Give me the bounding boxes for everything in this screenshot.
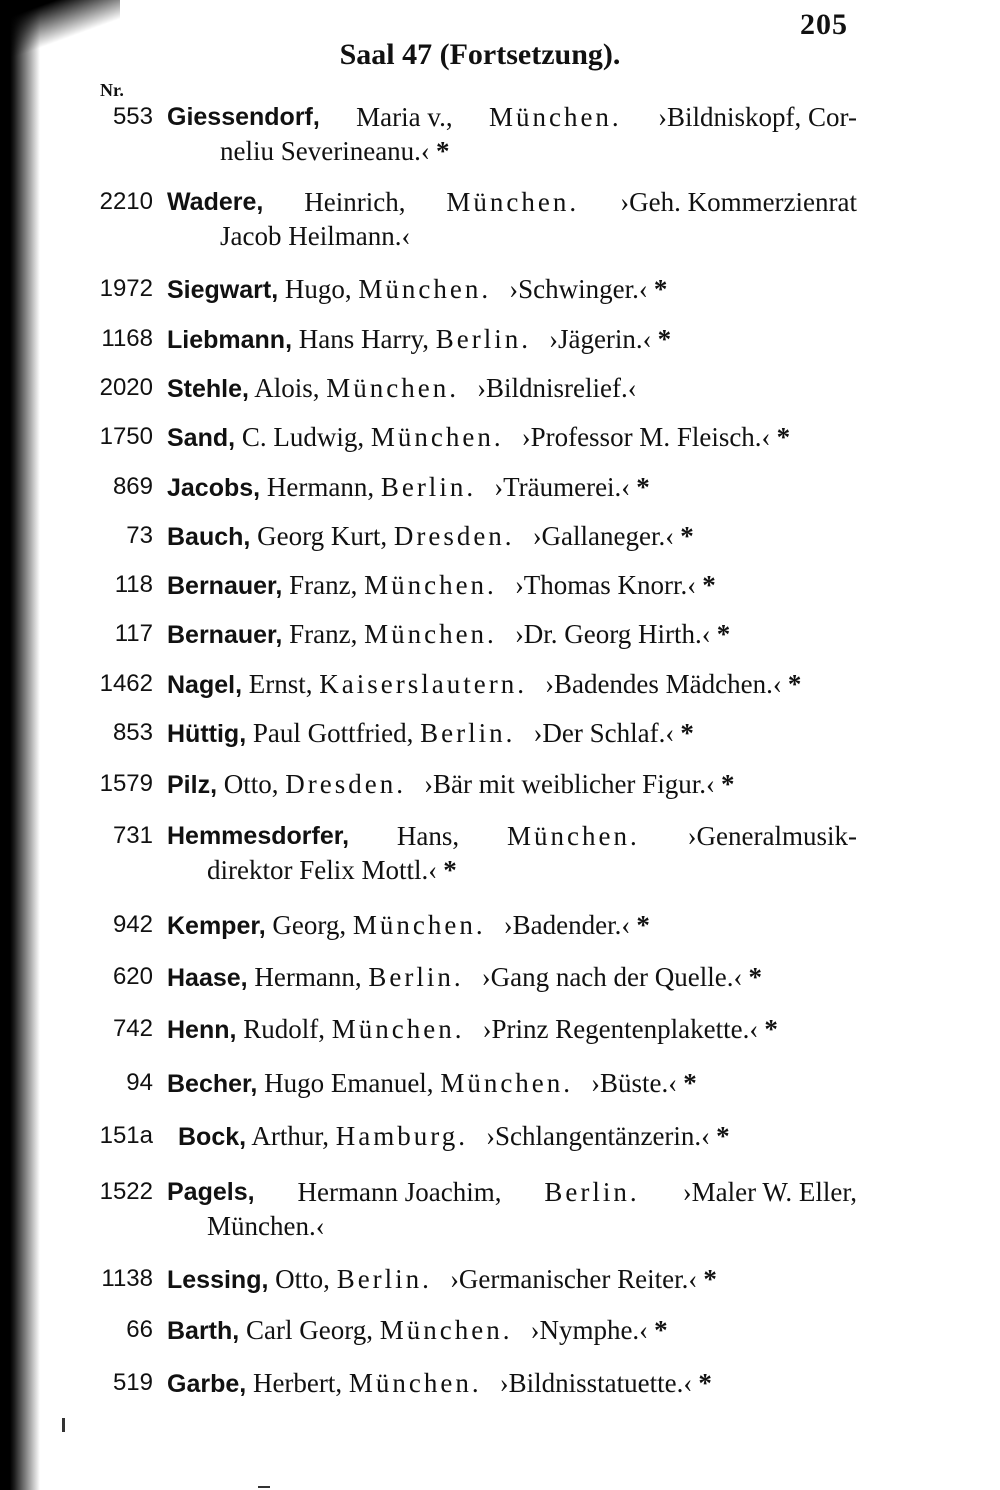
artist-city: München. bbox=[326, 373, 459, 403]
entry-number: 73 bbox=[126, 522, 153, 549]
artist-given-name: Arthur, bbox=[251, 1121, 330, 1151]
artwork-title: ›Germanischer Reiter.‹ bbox=[449, 1264, 698, 1294]
entry-number: 1138 bbox=[101, 1265, 153, 1292]
entry-continuation bbox=[220, 219, 416, 253]
artwork-title: ›Bildnisstatuette.‹ bbox=[499, 1368, 693, 1398]
artist-surname: Garbe, bbox=[167, 1370, 247, 1398]
artist-given-name: Heinrich, bbox=[304, 187, 406, 217]
artwork-title: ›Prinz Regentenplakette.‹ bbox=[482, 1014, 759, 1044]
asterisk-mark: * bbox=[683, 1068, 697, 1098]
asterisk-mark: * bbox=[764, 1014, 778, 1044]
artist-given-name: Hermann, bbox=[254, 962, 362, 992]
entry-number: 869 bbox=[112, 473, 153, 500]
artist-surname: Bauch, bbox=[167, 523, 251, 551]
entry-line bbox=[167, 1313, 862, 1348]
artist-given-name: Hugo Emanuel, bbox=[264, 1068, 434, 1098]
entry-continuation bbox=[207, 1209, 331, 1243]
artist-city: München. bbox=[446, 187, 580, 217]
artist-city: München. bbox=[331, 1014, 465, 1044]
asterisk-mark: * bbox=[716, 619, 731, 649]
artist-city: München. bbox=[440, 1068, 574, 1098]
artist-given-name: Otto, bbox=[223, 769, 279, 799]
artist-city: Hamburg. bbox=[335, 1121, 469, 1151]
entry-line bbox=[178, 1119, 873, 1154]
artist-surname: Liebmann, bbox=[167, 326, 293, 354]
asterisk-mark: * bbox=[657, 324, 672, 354]
artist-city: München. bbox=[348, 1368, 482, 1398]
entry-number: 1168 bbox=[101, 325, 153, 352]
artist-city: München. bbox=[352, 910, 486, 940]
artist-given-name: Alois, bbox=[254, 373, 320, 403]
artist-given-name: Georg, bbox=[272, 910, 347, 940]
artist-surname: Nagel, bbox=[167, 671, 243, 699]
entry-number: 853 bbox=[112, 719, 153, 746]
artist-given-name: Paul Gottfried, bbox=[252, 718, 414, 748]
artist-surname: Bock, bbox=[178, 1123, 247, 1151]
artist-city: Kaiserslautern. bbox=[319, 669, 527, 699]
artist-surname: Pagels, bbox=[167, 1178, 255, 1206]
entry-line bbox=[167, 617, 862, 652]
entry-line bbox=[167, 519, 862, 554]
artwork-title-continued: München.‹ bbox=[207, 1211, 325, 1241]
artist-surname: Pilz, bbox=[167, 771, 218, 799]
artwork-title-continued: direktor Felix Mottl.‹ bbox=[207, 855, 438, 885]
artwork-title: ›Bildnisrelief.‹ bbox=[477, 373, 637, 403]
asterisk-mark: * bbox=[703, 1264, 717, 1294]
entry-line bbox=[167, 908, 862, 943]
entry-line bbox=[167, 667, 862, 702]
artist-given-name: Maria v., bbox=[356, 102, 453, 132]
entry-line bbox=[167, 470, 862, 505]
artist-city: Dresden. bbox=[393, 521, 515, 551]
entry-number: 66 bbox=[126, 1316, 153, 1343]
entry-line bbox=[167, 185, 857, 219]
artist-surname: Becher, bbox=[167, 1070, 258, 1098]
artist-city: Berlin. bbox=[544, 1177, 640, 1207]
artist-given-name: Otto, bbox=[275, 1264, 330, 1294]
artwork-title: ›Bildniskopf, Cor- bbox=[658, 102, 857, 132]
book-binding-shadow bbox=[0, 0, 40, 1490]
artist-city: München. bbox=[364, 619, 497, 649]
entry-line bbox=[167, 1012, 862, 1047]
artist-surname: Bernauer, bbox=[167, 572, 283, 600]
artist-city: München. bbox=[506, 821, 640, 851]
artwork-title: ›Büste.‹ bbox=[591, 1068, 678, 1098]
running-head: Saal 47 (Fortsetzung). bbox=[339, 38, 621, 71]
entry-number: 519 bbox=[112, 1369, 153, 1396]
artwork-title: ›Schwinger.‹ bbox=[509, 274, 648, 304]
entry-number: 151a bbox=[99, 1122, 153, 1149]
artwork-title: ›Badender.‹ bbox=[503, 910, 631, 940]
entry-line bbox=[167, 272, 862, 307]
artist-surname: Henn, bbox=[167, 1016, 237, 1044]
entry-number: 731 bbox=[112, 822, 153, 849]
artwork-title: ›Gallaneger.‹ bbox=[532, 521, 675, 551]
entry-number: 1579 bbox=[99, 770, 153, 797]
artist-city: München. bbox=[488, 102, 622, 132]
entry-line bbox=[167, 1262, 862, 1297]
entry-line bbox=[167, 1066, 862, 1101]
artist-surname: Wadere, bbox=[167, 188, 264, 216]
artist-given-name: Franz, bbox=[289, 570, 358, 600]
asterisk-mark: * bbox=[748, 962, 762, 992]
artwork-title: ›Professor M. Fleisch.‹ bbox=[521, 422, 771, 452]
asterisk-mark: * bbox=[443, 855, 457, 885]
artwork-title: ›Dr. Georg Hirth.‹ bbox=[514, 619, 711, 649]
artist-city: München. bbox=[370, 422, 504, 452]
artist-surname: Siegwart, bbox=[167, 276, 279, 304]
artwork-title: ›Träumerei.‹ bbox=[494, 472, 631, 502]
artwork-title: ›Badendes Mädchen.‹ bbox=[544, 669, 782, 699]
asterisk-mark: * bbox=[776, 422, 791, 452]
artist-given-name: Hermann Joachim, bbox=[297, 1177, 502, 1207]
asterisk-mark: * bbox=[435, 136, 450, 166]
entry-number: 1750 bbox=[99, 423, 153, 450]
artist-given-name: Herbert, bbox=[252, 1368, 343, 1398]
artist-surname: Bernauer, bbox=[167, 621, 283, 649]
entry-line bbox=[167, 960, 862, 995]
entry-line bbox=[167, 767, 862, 802]
scan-speck bbox=[62, 1418, 65, 1432]
artist-given-name: Ernst, bbox=[248, 669, 313, 699]
artwork-title: ›Bär mit weiblicher Figur.‹ bbox=[424, 769, 715, 799]
artist-surname: Stehle, bbox=[167, 375, 249, 403]
entry-line bbox=[167, 716, 862, 751]
artwork-title: ›Der Schlaf.‹ bbox=[533, 718, 675, 748]
artist-given-name: C. Ludwig, bbox=[241, 422, 365, 452]
artwork-title: ›Gang nach der Quelle.‹ bbox=[481, 962, 743, 992]
artist-city: Berlin. bbox=[420, 718, 516, 748]
artwork-title: ›Maler W. Eller, bbox=[682, 1177, 857, 1207]
artwork-title: ›Generalmusik- bbox=[687, 821, 857, 851]
artwork-title: ›Nymphe.‹ bbox=[530, 1315, 649, 1345]
artist-city: München. bbox=[379, 1315, 513, 1345]
entry-continuation bbox=[220, 134, 449, 168]
entry-continuation bbox=[207, 853, 457, 887]
artist-given-name: Hans Harry, bbox=[298, 324, 429, 354]
artwork-title: ›Thomas Knorr.‹ bbox=[514, 570, 697, 600]
artist-surname: Hemmesdorfer, bbox=[167, 822, 350, 850]
column-label-nr: Nr. bbox=[100, 80, 124, 100]
entry-line bbox=[167, 420, 862, 455]
entry-number: 942 bbox=[112, 911, 153, 938]
artist-given-name: Carl Georg, bbox=[245, 1315, 373, 1345]
entry-number: 742 bbox=[112, 1015, 153, 1042]
artist-surname: Hüttig, bbox=[167, 720, 247, 748]
asterisk-mark: * bbox=[654, 1315, 668, 1345]
entry-line bbox=[167, 100, 857, 134]
asterisk-mark: * bbox=[680, 718, 694, 748]
artist-surname: Sand, bbox=[167, 424, 236, 452]
entry-number: 117 bbox=[114, 620, 153, 647]
asterisk-mark: * bbox=[698, 1368, 712, 1398]
artist-surname: Giessendorf, bbox=[167, 103, 320, 131]
asterisk-mark: * bbox=[653, 274, 668, 304]
artist-city: Dresden. bbox=[285, 769, 406, 799]
entry-line bbox=[167, 819, 857, 853]
scan-speck bbox=[258, 1486, 270, 1488]
artwork-title-continued: neliu Severineanu.‹ bbox=[220, 136, 430, 166]
artist-surname: Haase, bbox=[167, 964, 248, 992]
artwork-title: ›Jägerin.‹ bbox=[548, 324, 652, 354]
entry-line bbox=[167, 371, 862, 406]
asterisk-mark: * bbox=[720, 769, 735, 799]
entry-number: 94 bbox=[126, 1069, 153, 1096]
artist-given-name: Hermann, bbox=[266, 472, 375, 502]
artwork-title: ›Geh. Kommerzienrat bbox=[620, 187, 857, 217]
artist-surname: Lessing, bbox=[167, 1266, 269, 1294]
entry-line bbox=[167, 322, 862, 357]
entry-number: 1462 bbox=[99, 670, 153, 697]
asterisk-mark: * bbox=[636, 472, 650, 502]
artist-city: Berlin. bbox=[380, 472, 477, 502]
artist-given-name: Georg Kurt, bbox=[257, 521, 388, 551]
asterisk-mark: * bbox=[702, 570, 716, 600]
artist-surname: Kemper, bbox=[167, 912, 266, 940]
asterisk-mark: * bbox=[636, 910, 650, 940]
entry-line bbox=[167, 568, 862, 603]
asterisk-mark: * bbox=[680, 521, 694, 551]
artist-city: München. bbox=[364, 570, 497, 600]
artist-given-name: Hugo, bbox=[284, 274, 352, 304]
artist-surname: Jacobs, bbox=[167, 474, 261, 502]
entry-number: 553 bbox=[112, 103, 153, 130]
entry-line bbox=[167, 1175, 857, 1209]
artist-city: München. bbox=[358, 274, 492, 304]
entry-number: 1522 bbox=[99, 1178, 153, 1205]
entry-line bbox=[167, 1366, 862, 1401]
asterisk-mark: * bbox=[716, 1121, 730, 1151]
entry-number: 620 bbox=[112, 963, 153, 990]
entry-number: 2210 bbox=[99, 188, 153, 215]
asterisk-mark: * bbox=[787, 669, 802, 699]
artist-given-name: Hans, bbox=[396, 821, 460, 851]
entry-number: 2020 bbox=[99, 374, 153, 401]
artwork-title: ›Schlangentänzerin.‹ bbox=[486, 1121, 711, 1151]
entry-number: 118 bbox=[114, 571, 153, 598]
artwork-title-continued: Jacob Heilmann.‹ bbox=[220, 221, 411, 251]
artist-city: Berlin. bbox=[435, 324, 531, 354]
artist-given-name: Franz, bbox=[289, 619, 358, 649]
artist-given-name: Rudolf, bbox=[243, 1014, 325, 1044]
artist-city: Berlin. bbox=[336, 1264, 432, 1294]
artist-surname: Barth, bbox=[167, 1317, 240, 1345]
entry-number: 1972 bbox=[99, 275, 153, 302]
page-number: 205 bbox=[800, 8, 848, 41]
artist-city: Berlin. bbox=[368, 962, 464, 992]
